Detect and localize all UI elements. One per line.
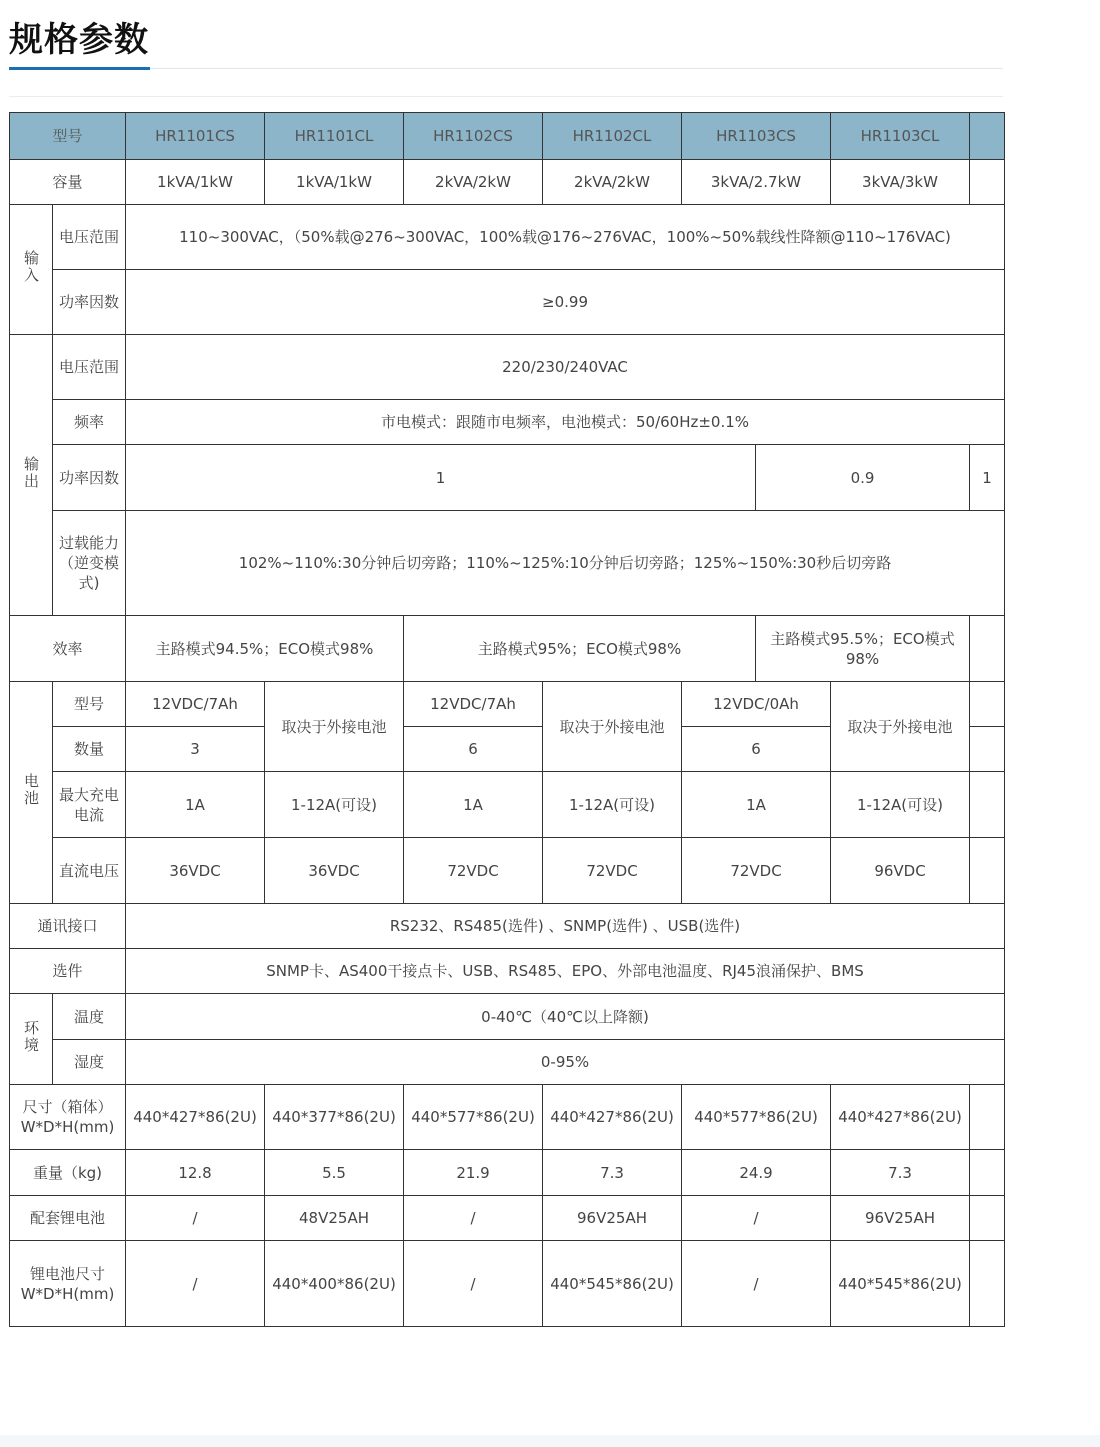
value-cell: 市电模式：跟随市电频率，电池模式：50/60Hz±0.1%	[126, 400, 1005, 445]
value-cell: 6	[404, 727, 543, 772]
battery-dcv-row	[10, 838, 1005, 904]
value-cell: ≥0.99	[126, 270, 1005, 335]
value-cell: 取决于外接电池	[543, 682, 682, 772]
row-label: 效率	[10, 616, 126, 682]
value-cell: 取决于外接电池	[265, 682, 404, 772]
value-cell: 110~300VAC，（50%载@276~300VAC，100%载@176~276VAC，100%~50%载线性降额@110~176VAC)	[126, 205, 1005, 270]
row-label: 功率因数	[53, 270, 126, 335]
value-cell: /	[682, 1196, 831, 1241]
env-humidity-row	[10, 1040, 1005, 1085]
row-label: 尺寸（箱体）W*D*H(mm)	[10, 1085, 126, 1150]
empty-cell	[970, 616, 1005, 682]
group-label-input: 输入	[10, 205, 53, 335]
value-cell: 1-12A(可设)	[265, 772, 404, 838]
empty-cell	[970, 1241, 1005, 1327]
empty-cell	[970, 113, 1005, 160]
value-cell: 440*427*86(2U)	[831, 1085, 970, 1150]
value-cell: 72VDC	[543, 838, 682, 904]
page-title: 规格参数	[9, 20, 149, 60]
value-cell: 1A	[126, 772, 265, 838]
row-label: 最大充电电流	[53, 772, 126, 838]
row-label: 功率因数	[53, 445, 126, 511]
empty-cell	[970, 1196, 1005, 1241]
value-cell: 220/230/240VAC	[126, 335, 1005, 400]
value-cell: /	[126, 1241, 265, 1327]
value-cell: /	[404, 1196, 543, 1241]
value-cell: 440*577*86(2U)	[404, 1085, 543, 1150]
empty-cell	[970, 838, 1005, 904]
row-label: 过载能力（逆变模式)	[53, 511, 126, 616]
row-label: 频率	[53, 400, 126, 445]
value-cell: 1	[126, 445, 756, 511]
value-cell: 72VDC	[682, 838, 831, 904]
value-cell: 96V25AH	[543, 1196, 682, 1241]
value-cell: 1-12A(可设)	[831, 772, 970, 838]
value-cell: 102%~110%:30分钟后切旁路；110%~125%:10分钟后切旁路；125%~150%:30秒后切旁路	[126, 511, 1005, 616]
model-cell: HR1102CS	[404, 113, 543, 160]
value-cell: 1	[970, 445, 1005, 511]
value-cell: /	[682, 1241, 831, 1327]
value-cell: 取决于外接电池	[831, 682, 970, 772]
value-cell: 48V25AH	[265, 1196, 404, 1241]
value-cell: 36VDC	[126, 838, 265, 904]
row-label: 配套锂电池	[10, 1196, 126, 1241]
value-cell: 440*545*86(2U)	[543, 1241, 682, 1327]
value-cell: 主路模式95%；ECO模式98%	[404, 616, 756, 682]
value-cell: 96V25AH	[831, 1196, 970, 1241]
model-cell: HR1101CS	[126, 113, 265, 160]
output-overload-row	[10, 511, 1005, 616]
value-cell: 36VDC	[265, 838, 404, 904]
value-cell: 440*377*86(2U)	[265, 1085, 404, 1150]
model-cell: HR1103CS	[682, 113, 831, 160]
value-cell: 440*545*86(2U)	[831, 1241, 970, 1327]
li-size-row	[10, 1241, 1005, 1327]
empty-cell	[970, 772, 1005, 838]
value-cell: 440*427*86(2U)	[543, 1085, 682, 1150]
battery-type-row	[10, 682, 1005, 727]
value-cell: 1A	[682, 772, 831, 838]
env-temp-row	[10, 994, 1005, 1040]
header-row	[10, 113, 1005, 160]
value-cell: 1kVA/1kW	[265, 160, 404, 205]
value-cell: 440*427*86(2U)	[126, 1085, 265, 1150]
value-cell: /	[404, 1241, 543, 1327]
row-label: 电压范围	[53, 205, 126, 270]
value-cell: 12VDC/7Ah	[126, 682, 265, 727]
value-cell: SNMP卡、AS400干接点卡、USB、RS485、EPO、外部电池温度、RJ45浪涌保护、BMS	[126, 949, 1005, 994]
empty-cell	[970, 1150, 1005, 1196]
spec-table	[9, 112, 1005, 1327]
options-row	[10, 949, 1005, 994]
efficiency-row	[10, 616, 1005, 682]
output-freq-row	[10, 400, 1005, 445]
row-label: 重量（kg)	[10, 1150, 126, 1196]
value-cell: 3kVA/2.7kW	[682, 160, 831, 205]
value-cell: 12.8	[126, 1150, 265, 1196]
empty-cell	[970, 160, 1005, 205]
value-cell: 96VDC	[831, 838, 970, 904]
value-cell: /	[126, 1196, 265, 1241]
value-cell: 5.5	[265, 1150, 404, 1196]
value-cell: 24.9	[682, 1150, 831, 1196]
input-pf-row	[10, 270, 1005, 335]
value-cell: 主路模式95.5%；ECO模式98%	[756, 616, 970, 682]
value-cell: 7.3	[543, 1150, 682, 1196]
value-cell: 1-12A(可设)	[543, 772, 682, 838]
model-cell: HR1102CL	[543, 113, 682, 160]
group-label-output: 输出	[10, 335, 53, 616]
value-cell: 1kVA/1kW	[126, 160, 265, 205]
capacity-row	[10, 160, 1005, 205]
value-cell: 7.3	[831, 1150, 970, 1196]
model-cell: HR1101CL	[265, 113, 404, 160]
row-label: 选件	[10, 949, 126, 994]
value-cell: 440*400*86(2U)	[265, 1241, 404, 1327]
value-cell: 主路模式94.5%；ECO模式98%	[126, 616, 404, 682]
value-cell: 0-40℃（40℃以上降额)	[126, 994, 1005, 1040]
value-cell: 0-95%	[126, 1040, 1005, 1085]
li-battery-row	[10, 1196, 1005, 1241]
row-label: 温度	[53, 994, 126, 1040]
row-label: 通讯接口	[10, 904, 126, 949]
value-cell: 440*577*86(2U)	[682, 1085, 831, 1150]
row-label: 电压范围	[53, 335, 126, 400]
group-label-environment: 环境	[10, 994, 53, 1085]
input-voltage-row	[10, 205, 1005, 270]
row-label: 锂电池尺寸W*D*H(mm)	[10, 1241, 126, 1327]
value-cell: 2kVA/2kW	[543, 160, 682, 205]
empty-cell	[970, 1085, 1005, 1150]
value-cell: 3	[126, 727, 265, 772]
value-cell: 2kVA/2kW	[404, 160, 543, 205]
output-pf-row	[10, 445, 1005, 511]
value-cell: RS232、RS485(选件) 、SNMP(选件) 、USB(选件)	[126, 904, 1005, 949]
dimensions-row	[10, 1085, 1005, 1150]
value-cell: 72VDC	[404, 838, 543, 904]
title-underline	[9, 67, 150, 70]
group-label-battery: 电池	[10, 682, 53, 904]
value-cell: 12VDC/7Ah	[404, 682, 543, 727]
row-label: 容量	[10, 160, 126, 205]
footer-band	[0, 1435, 1100, 1447]
model-cell: HR1103CL	[831, 113, 970, 160]
value-cell: 12VDC/0Ah	[682, 682, 831, 727]
empty-cell	[970, 682, 1005, 727]
value-cell: 6	[682, 727, 831, 772]
title-divider	[150, 68, 1003, 69]
value-cell: 1A	[404, 772, 543, 838]
row-label: 型号	[53, 682, 126, 727]
comm-row	[10, 904, 1005, 949]
row-label: 湿度	[53, 1040, 126, 1085]
value-cell: 0.9	[756, 445, 970, 511]
empty-cell	[970, 727, 1005, 772]
row-label: 直流电压	[53, 838, 126, 904]
value-cell: 3kVA/3kW	[831, 160, 970, 205]
value-cell: 21.9	[404, 1150, 543, 1196]
weight-row	[10, 1150, 1005, 1196]
output-voltage-row	[10, 335, 1005, 400]
header-label: 型号	[10, 113, 126, 160]
battery-current-row	[10, 772, 1005, 838]
row-label: 数量	[53, 727, 126, 772]
section-divider	[9, 96, 1003, 97]
